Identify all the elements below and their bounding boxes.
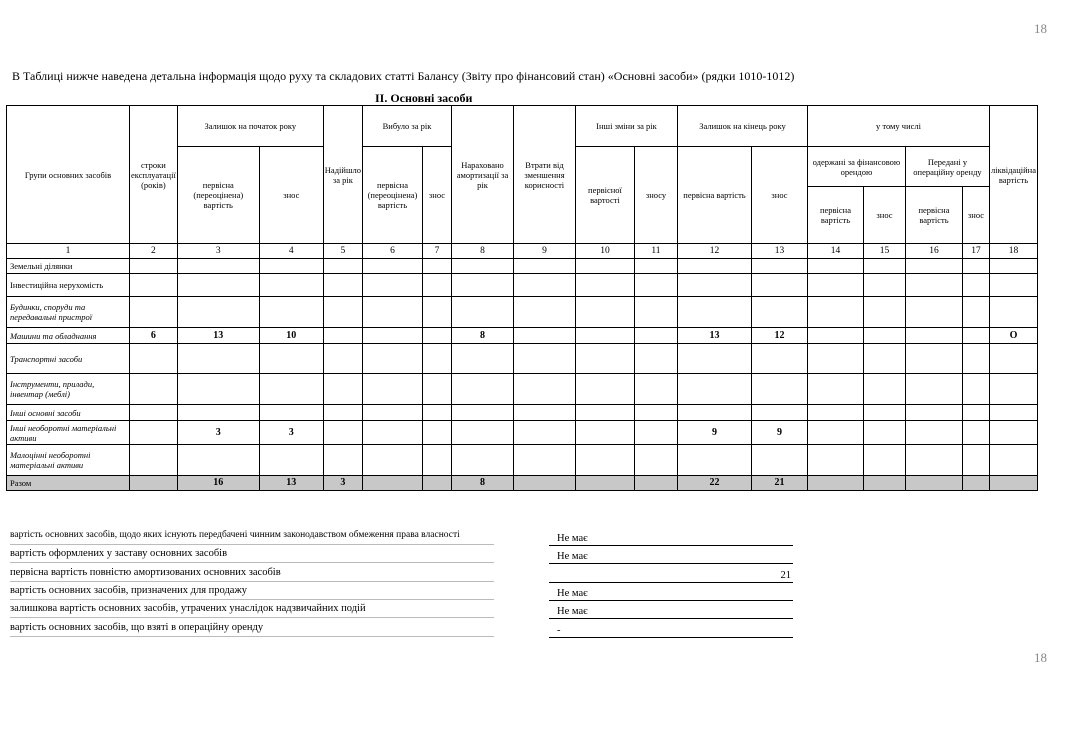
table-cell (634, 374, 677, 405)
column-number: 7 (422, 244, 451, 259)
footer-label: вартість оформлених у заставу основних засобів (10, 548, 228, 559)
table-cell (177, 405, 259, 421)
table-cell (130, 445, 178, 476)
table-cell (989, 344, 1037, 374)
table-cell (905, 421, 962, 445)
table-cell (130, 405, 178, 421)
footer-label: залишкова вартість основних засобів, утрачених унаслідок надзвичайних подій (10, 603, 366, 614)
table-cell (989, 274, 1037, 297)
table-cell: 9 (677, 421, 751, 445)
footer-value-field (549, 548, 793, 564)
footer-divider (10, 544, 494, 545)
table-cell (807, 297, 863, 328)
column-number: 8 (451, 244, 513, 259)
header-start-depreciation: знос (259, 147, 323, 244)
column-number: 6 (362, 244, 422, 259)
fixed-assets-table (6, 105, 1038, 491)
page-number-top: 18 (1034, 21, 1047, 36)
column-number: 15 (863, 244, 905, 259)
table-cell (807, 421, 863, 445)
table-cell (634, 445, 677, 476)
table-cell (807, 274, 863, 297)
table-cell: 10 (259, 328, 323, 344)
table-cell (259, 374, 323, 405)
table-cell (422, 405, 451, 421)
table-row (7, 297, 1038, 328)
table-cell (575, 445, 634, 476)
table-cell (362, 374, 422, 405)
table-cell (513, 328, 575, 344)
column-number: 10 (575, 244, 634, 259)
table-cell (807, 259, 863, 274)
row-label: Інші необоротні матеріальні активи (7, 421, 130, 445)
total-cell (422, 476, 451, 491)
table-cell: 12 (751, 328, 807, 344)
table-cell (422, 421, 451, 445)
table-cell (130, 374, 178, 405)
table-cell (130, 274, 178, 297)
footer-divider (10, 617, 494, 618)
table-cell (422, 374, 451, 405)
header-operating-lease: Передані у операційну оренду (905, 147, 989, 187)
table-cell (362, 405, 422, 421)
table-cell (905, 259, 962, 274)
footer-label: вартість основних засобів, щодо яких існують передбачені чинним законодавством обмеження права власності (10, 530, 460, 540)
table-cell: 8 (451, 328, 513, 344)
footer-label: вартість основних засобів, що взяті в операційну оренду (10, 622, 264, 633)
column-number: 18 (989, 244, 1037, 259)
table-cell (634, 344, 677, 374)
table-cell (422, 445, 451, 476)
table-cell (451, 259, 513, 274)
table-row (7, 259, 1038, 274)
table-cell (962, 274, 989, 297)
footer-value-field (549, 603, 793, 619)
footer-value-field (549, 622, 793, 638)
header-service-life: строки експлуатації (років) (130, 106, 178, 244)
total-cell (362, 476, 422, 491)
table-cell (323, 374, 362, 405)
table-cell (751, 259, 807, 274)
total-cell (905, 476, 962, 491)
table-cell (634, 328, 677, 344)
total-cell: 21 (751, 476, 807, 491)
table-cell (513, 274, 575, 297)
table-cell (677, 297, 751, 328)
table-cell (323, 445, 362, 476)
table-cell (863, 344, 905, 374)
table-cell (677, 259, 751, 274)
table-cell (863, 274, 905, 297)
table-cell (362, 445, 422, 476)
table-cell (513, 405, 575, 421)
table-cell (807, 405, 863, 421)
footer-divider (10, 581, 494, 582)
table-cell (130, 421, 178, 445)
table-cell (422, 274, 451, 297)
column-number: 12 (677, 244, 751, 259)
column-number: 2 (130, 244, 178, 259)
table-cell (807, 374, 863, 405)
table-cell (130, 259, 178, 274)
table-cell (362, 328, 422, 344)
table-cell (962, 405, 989, 421)
table-cell (451, 344, 513, 374)
column-number: 13 (751, 244, 807, 259)
table-row (7, 274, 1038, 297)
total-cell (513, 476, 575, 491)
footer-value: Не має (557, 551, 588, 562)
table-cell (905, 274, 962, 297)
table-cell (989, 405, 1037, 421)
column-number: 3 (177, 244, 259, 259)
table-cell (362, 297, 422, 328)
table-cell (751, 274, 807, 297)
table-cell (323, 328, 362, 344)
table-cell: 3 (177, 421, 259, 445)
table-cell (807, 344, 863, 374)
table-cell: 6 (130, 328, 178, 344)
table-cell (962, 374, 989, 405)
table-cell (513, 421, 575, 445)
total-cell: 22 (677, 476, 751, 491)
table-cell (677, 405, 751, 421)
header-other-initial: первісної вартості (575, 147, 634, 244)
table-cell (575, 344, 634, 374)
total-cell (863, 476, 905, 491)
table-cell (905, 405, 962, 421)
table-cell (905, 344, 962, 374)
header-fin-depreciation: знос (863, 187, 905, 244)
footer-value-field (549, 530, 793, 546)
row-label: Інвестиційна нерухомість (7, 274, 130, 297)
header-accrued-depreciation: Нараховано амортизації за рік (451, 106, 513, 244)
table-row (7, 374, 1038, 405)
table-cell (323, 421, 362, 445)
table-cell (513, 344, 575, 374)
row-label: Інші основні засоби (7, 405, 130, 421)
header-end-initial: первісна вартість (677, 147, 751, 244)
column-number: 17 (962, 244, 989, 259)
table-cell (751, 297, 807, 328)
total-cell (962, 476, 989, 491)
header-op-initial: первісна вартість (905, 187, 962, 244)
table-cell (259, 297, 323, 328)
table-cell (807, 328, 863, 344)
table-cell (905, 328, 962, 344)
header-fin-initial: первісна вартість (807, 187, 863, 244)
table-caption: ІІ. Основні засоби (375, 91, 473, 105)
header-groups: Групи основних засобів (7, 106, 130, 244)
table-cell (451, 405, 513, 421)
table-cell (177, 297, 259, 328)
footer-label: первісна вартість повністю амортизованих основних засобів (10, 567, 281, 578)
row-label: Транспортні засоби (7, 344, 130, 374)
table-cell (513, 297, 575, 328)
table-cell (362, 259, 422, 274)
row-label: Інструменти, прилади, інвентар (меблі) (7, 374, 130, 405)
table-cell (863, 328, 905, 344)
table-cell (575, 421, 634, 445)
table-cell (962, 259, 989, 274)
table-cell (177, 374, 259, 405)
table-cell (575, 297, 634, 328)
header-op-depreciation: знос (962, 187, 989, 244)
total-cell (575, 476, 634, 491)
table-cell (177, 259, 259, 274)
header-start-balance: Залишок на початок року (177, 106, 323, 147)
total-cell: 16 (177, 476, 259, 491)
table-cell (451, 421, 513, 445)
table-cell (863, 259, 905, 274)
column-number: 11 (634, 244, 677, 259)
table-cell (751, 445, 807, 476)
table-cell (751, 405, 807, 421)
header-received: Надійшло за рік (323, 106, 362, 244)
column-number: 14 (807, 244, 863, 259)
table-cell (575, 259, 634, 274)
table-row (7, 445, 1038, 476)
table-cell (177, 445, 259, 476)
table-cell: 13 (677, 328, 751, 344)
table-cell (323, 344, 362, 374)
table-cell (259, 445, 323, 476)
table-row (7, 344, 1038, 374)
table-cell (677, 445, 751, 476)
header-disposed: Вибуло за рік (362, 106, 451, 147)
table-cell (989, 445, 1037, 476)
table-cell (807, 445, 863, 476)
table-cell (362, 421, 422, 445)
table-cell (513, 259, 575, 274)
row-label: Машини та обладнання (7, 328, 130, 344)
table-cell (989, 421, 1037, 445)
footer-value-field (549, 585, 793, 601)
table-cell (259, 274, 323, 297)
table-cell (962, 297, 989, 328)
header-end-depreciation: знос (751, 147, 807, 244)
table-cell (422, 328, 451, 344)
header-start-initial: первісна (переоцінена) вартість (177, 147, 259, 244)
table-cell (323, 297, 362, 328)
table-cell (863, 297, 905, 328)
table-cell (863, 405, 905, 421)
table-cell (905, 297, 962, 328)
total-cell (634, 476, 677, 491)
table-cell (513, 374, 575, 405)
total-cell (130, 476, 178, 491)
column-number: 16 (905, 244, 962, 259)
footer-value: Не має (557, 533, 588, 544)
table-cell (362, 344, 422, 374)
table-cell (634, 297, 677, 328)
table-cell: 13 (177, 328, 259, 344)
total-cell (807, 476, 863, 491)
table-cell (634, 421, 677, 445)
table-cell: 3 (259, 421, 323, 445)
intro-text: В Таблиці нижче наведена детальна інформація щодо руху та складових статті Балансу (Звіту про фінансовий стан) «Основні засоби» (рядки 1010-1012) (12, 69, 795, 83)
table-cell (451, 445, 513, 476)
table-cell (422, 297, 451, 328)
header-including: у тому числі (807, 106, 989, 147)
table-cell (989, 297, 1037, 328)
total-cell (989, 476, 1037, 491)
column-number: 9 (513, 244, 575, 259)
footer-value: Не має (557, 588, 588, 599)
table-cell (451, 274, 513, 297)
table-cell (751, 374, 807, 405)
total-cell: 3 (323, 476, 362, 491)
table-cell (323, 274, 362, 297)
table-cell (575, 405, 634, 421)
footer-divider (10, 599, 494, 600)
header-impairment: Втрати від зменшення корисності (513, 106, 575, 244)
row-label: Малоцінні необоротні матеріальні активи (7, 445, 130, 476)
table-cell (177, 344, 259, 374)
total-cell: 13 (259, 476, 323, 491)
footer-value: - (557, 625, 561, 636)
header-other-changes: Інші зміни за рік (575, 106, 677, 147)
header-disposed-depreciation: знос (422, 147, 451, 244)
table-cell (677, 274, 751, 297)
table-cell (177, 274, 259, 297)
table-cell (677, 374, 751, 405)
table-cell (751, 344, 807, 374)
table-cell (989, 259, 1037, 274)
table-cell (259, 405, 323, 421)
column-numbers-row (7, 244, 1038, 259)
column-number: 1 (7, 244, 130, 259)
table-cell (513, 445, 575, 476)
table-cell (259, 259, 323, 274)
table-cell (989, 374, 1037, 405)
table-cell (962, 421, 989, 445)
table-cell (634, 405, 677, 421)
table-cell: 9 (751, 421, 807, 445)
table-cell (323, 259, 362, 274)
table-cell (962, 344, 989, 374)
footer-value-field (549, 567, 793, 583)
total-cell: 8 (451, 476, 513, 491)
table-cell (323, 405, 362, 421)
footer-divider (10, 562, 494, 563)
table-cell (130, 344, 178, 374)
header-financial-lease: одержані за фінансовою орендою (807, 147, 905, 187)
table-cell (422, 344, 451, 374)
table-cell (634, 274, 677, 297)
total-row (7, 476, 1038, 491)
table-cell (451, 297, 513, 328)
table-cell (362, 274, 422, 297)
table-cell (422, 259, 451, 274)
header-end-balance: Залишок на кінець року (677, 106, 807, 147)
footer-label: вартість основних засобів, призначених для продажу (10, 585, 247, 596)
table-cell (575, 328, 634, 344)
header-other-depreciation: зносу (634, 147, 677, 244)
table-cell (863, 421, 905, 445)
table-cell (575, 374, 634, 405)
total-label: Разом (7, 476, 130, 491)
footer-value: Не має (557, 606, 588, 617)
table-cell (962, 328, 989, 344)
table-row (7, 405, 1038, 421)
row-label: Земельні ділянки (7, 259, 130, 274)
column-number: 4 (259, 244, 323, 259)
table-cell (259, 344, 323, 374)
page-number-bottom: 18 (1034, 650, 1047, 665)
header-disposed-initial: первісна (переоцінена) вартість (362, 147, 422, 244)
table-cell (905, 374, 962, 405)
footer-divider (10, 636, 494, 637)
table-cell (575, 274, 634, 297)
table-cell (130, 297, 178, 328)
footer-value: 21 (780, 570, 791, 581)
header-liquidation-value: ліквідаційна вартість (989, 106, 1037, 244)
table-row (7, 421, 1038, 445)
table-cell (905, 445, 962, 476)
table-cell (863, 374, 905, 405)
table-cell (962, 445, 989, 476)
table-cell (677, 344, 751, 374)
table-cell (451, 374, 513, 405)
table-cell: О (989, 328, 1037, 344)
table-cell (863, 445, 905, 476)
table-cell (634, 259, 677, 274)
row-label: Будинки, споруди та передавальні пристрої (7, 297, 130, 328)
table-row (7, 328, 1038, 344)
column-number: 5 (323, 244, 362, 259)
